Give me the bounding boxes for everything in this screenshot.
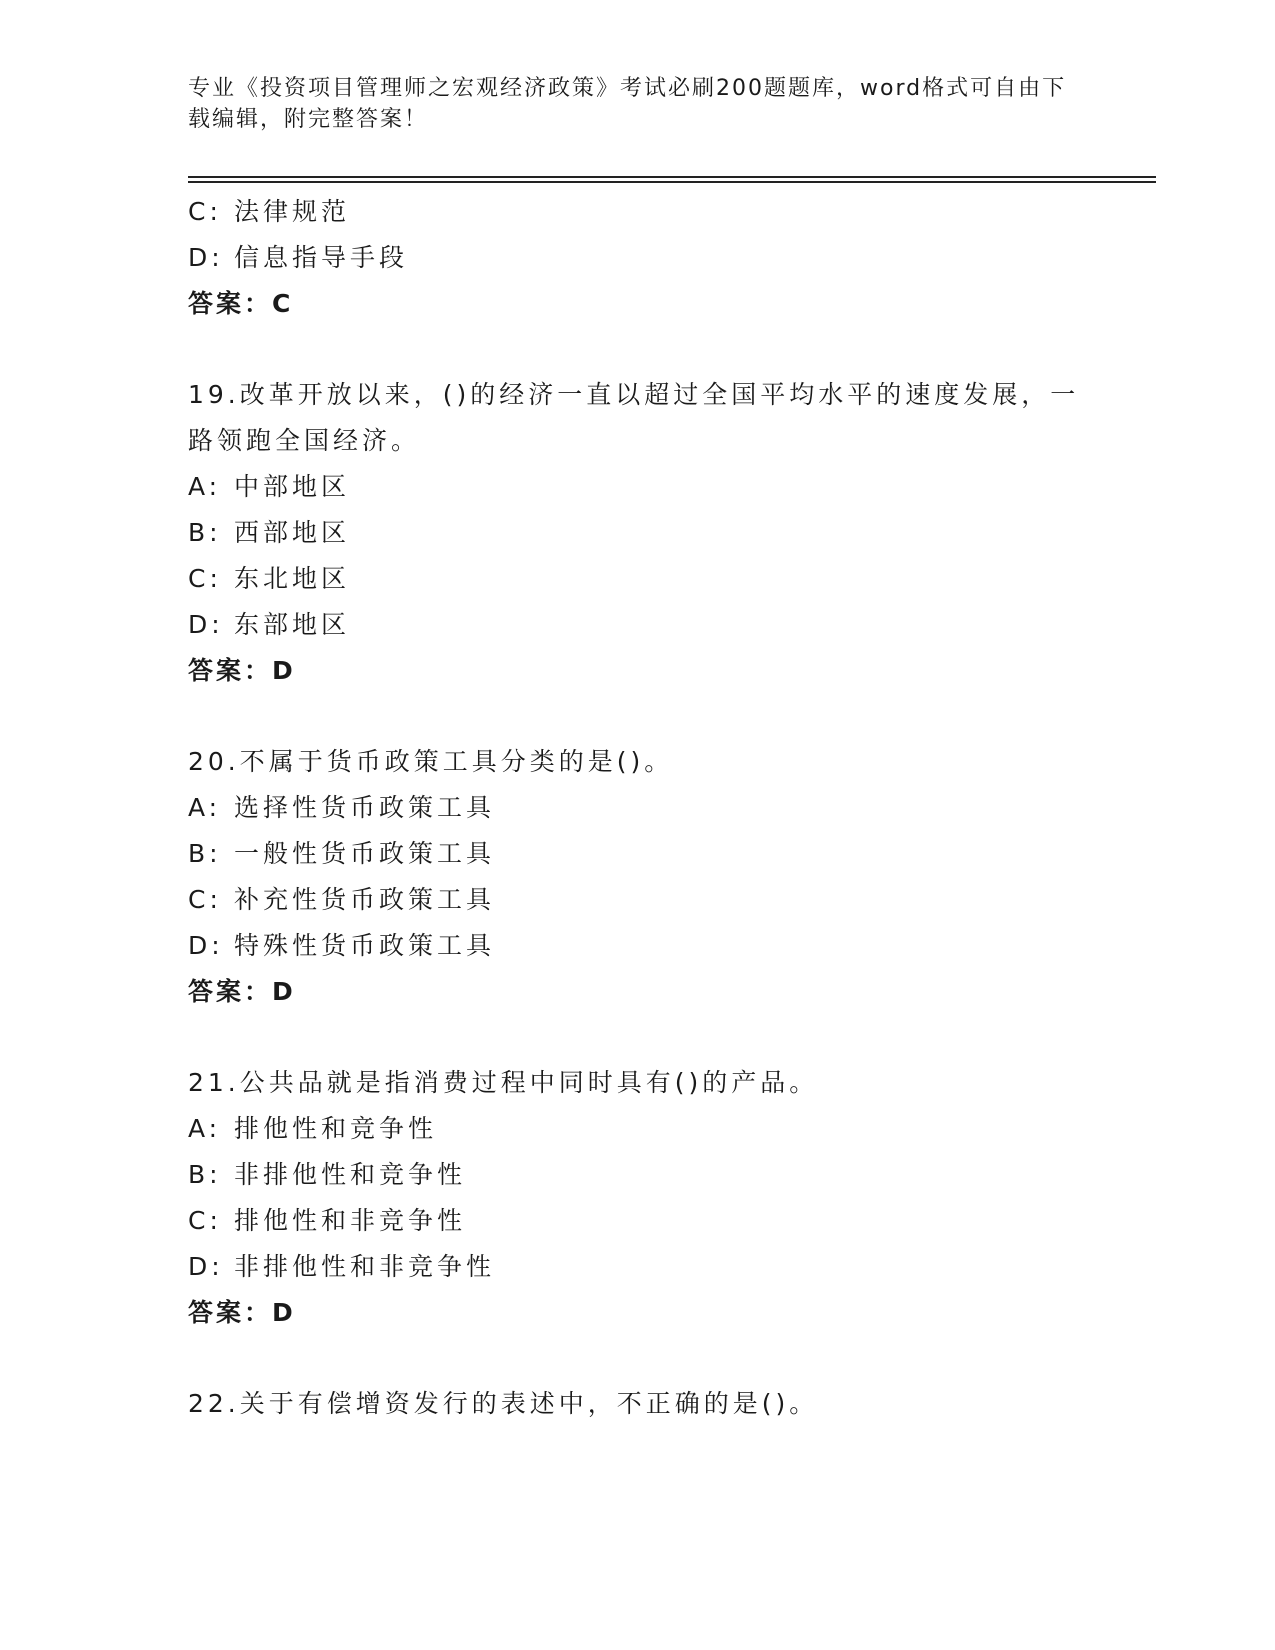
- header-rule-bottom: [188, 181, 1156, 183]
- question-list: [188, 189, 1088, 1427]
- question-text: 19.改革开放以来，()的经济一直以超过全国平均水平的速度发展，一路领跑全国经济。: [188, 380, 1080, 455]
- option-text: 补充性货币政策工具: [234, 885, 496, 914]
- answer-line: 答案：C: [188, 289, 294, 318]
- question-19: [188, 372, 1088, 694]
- option-d: [188, 235, 1088, 281]
- option-text: 东北地区: [234, 564, 351, 593]
- option-letter: A:: [188, 472, 222, 501]
- option-c: [188, 556, 1088, 602]
- question-21: [188, 1060, 1088, 1336]
- option-letter: D:: [188, 1252, 224, 1281]
- question-text: 20.不属于货币政策工具分类的是()。: [188, 747, 674, 776]
- option-text: 法律规范: [234, 197, 351, 226]
- option-letter: C:: [188, 885, 222, 914]
- option-text: 非排他性和非竞争性: [234, 1252, 496, 1281]
- option-text: 排他性和非竞争性: [234, 1206, 467, 1235]
- option-c: [188, 1198, 1088, 1244]
- option-b: [188, 510, 1088, 556]
- option-text: 西部地区: [234, 518, 351, 547]
- option-text: 排他性和竞争性: [234, 1114, 438, 1143]
- option-a: [188, 464, 1088, 510]
- option-letter: C:: [188, 564, 222, 593]
- option-c: [188, 877, 1088, 923]
- option-text: 选择性货币政策工具: [234, 793, 496, 822]
- option-text: 东部地区: [234, 610, 351, 639]
- option-letter: D:: [188, 243, 224, 272]
- question-text: 22.关于有偿增资发行的表述中，不正确的是()。: [188, 1389, 819, 1418]
- option-letter: B:: [188, 518, 222, 547]
- option-letter: B:: [188, 839, 222, 868]
- option-b: [188, 1152, 1088, 1198]
- option-text: 一般性货币政策工具: [234, 839, 496, 868]
- answer-line: 答案：D: [188, 977, 296, 1006]
- option-text: 中部地区: [234, 472, 351, 501]
- option-d: [188, 923, 1088, 969]
- answer-line: 答案：D: [188, 656, 296, 685]
- option-c: [188, 189, 1088, 235]
- option-letter: C:: [188, 1206, 222, 1235]
- option-letter: B:: [188, 1160, 222, 1189]
- option-b: [188, 831, 1088, 877]
- option-a: [188, 785, 1088, 831]
- option-d: [188, 1244, 1088, 1290]
- header-rule-top: [188, 176, 1156, 178]
- option-letter: A:: [188, 793, 222, 822]
- question-text: 21.公共品就是指消费过程中同时具有()的产品。: [188, 1068, 819, 1097]
- option-letter: A:: [188, 1114, 222, 1143]
- option-letter: C:: [188, 197, 222, 226]
- option-text: 非排他性和竞争性: [234, 1160, 467, 1189]
- prev-question-block: [188, 189, 1088, 327]
- option-letter: D:: [188, 610, 224, 639]
- question-22: [188, 1381, 1088, 1427]
- answer-line: 答案：D: [188, 1298, 296, 1327]
- option-d: [188, 602, 1088, 648]
- option-a: [188, 1106, 1088, 1152]
- option-letter: D:: [188, 931, 224, 960]
- option-text: 信息指导手段: [234, 243, 409, 272]
- document-header: 专业《投资项目管理师之宏观经济政策》考试必刷200题题库，word格式可自由下载编辑，附完整答案！: [188, 76, 1067, 132]
- question-20: [188, 739, 1088, 1015]
- option-text: 特殊性货币政策工具: [234, 931, 496, 960]
